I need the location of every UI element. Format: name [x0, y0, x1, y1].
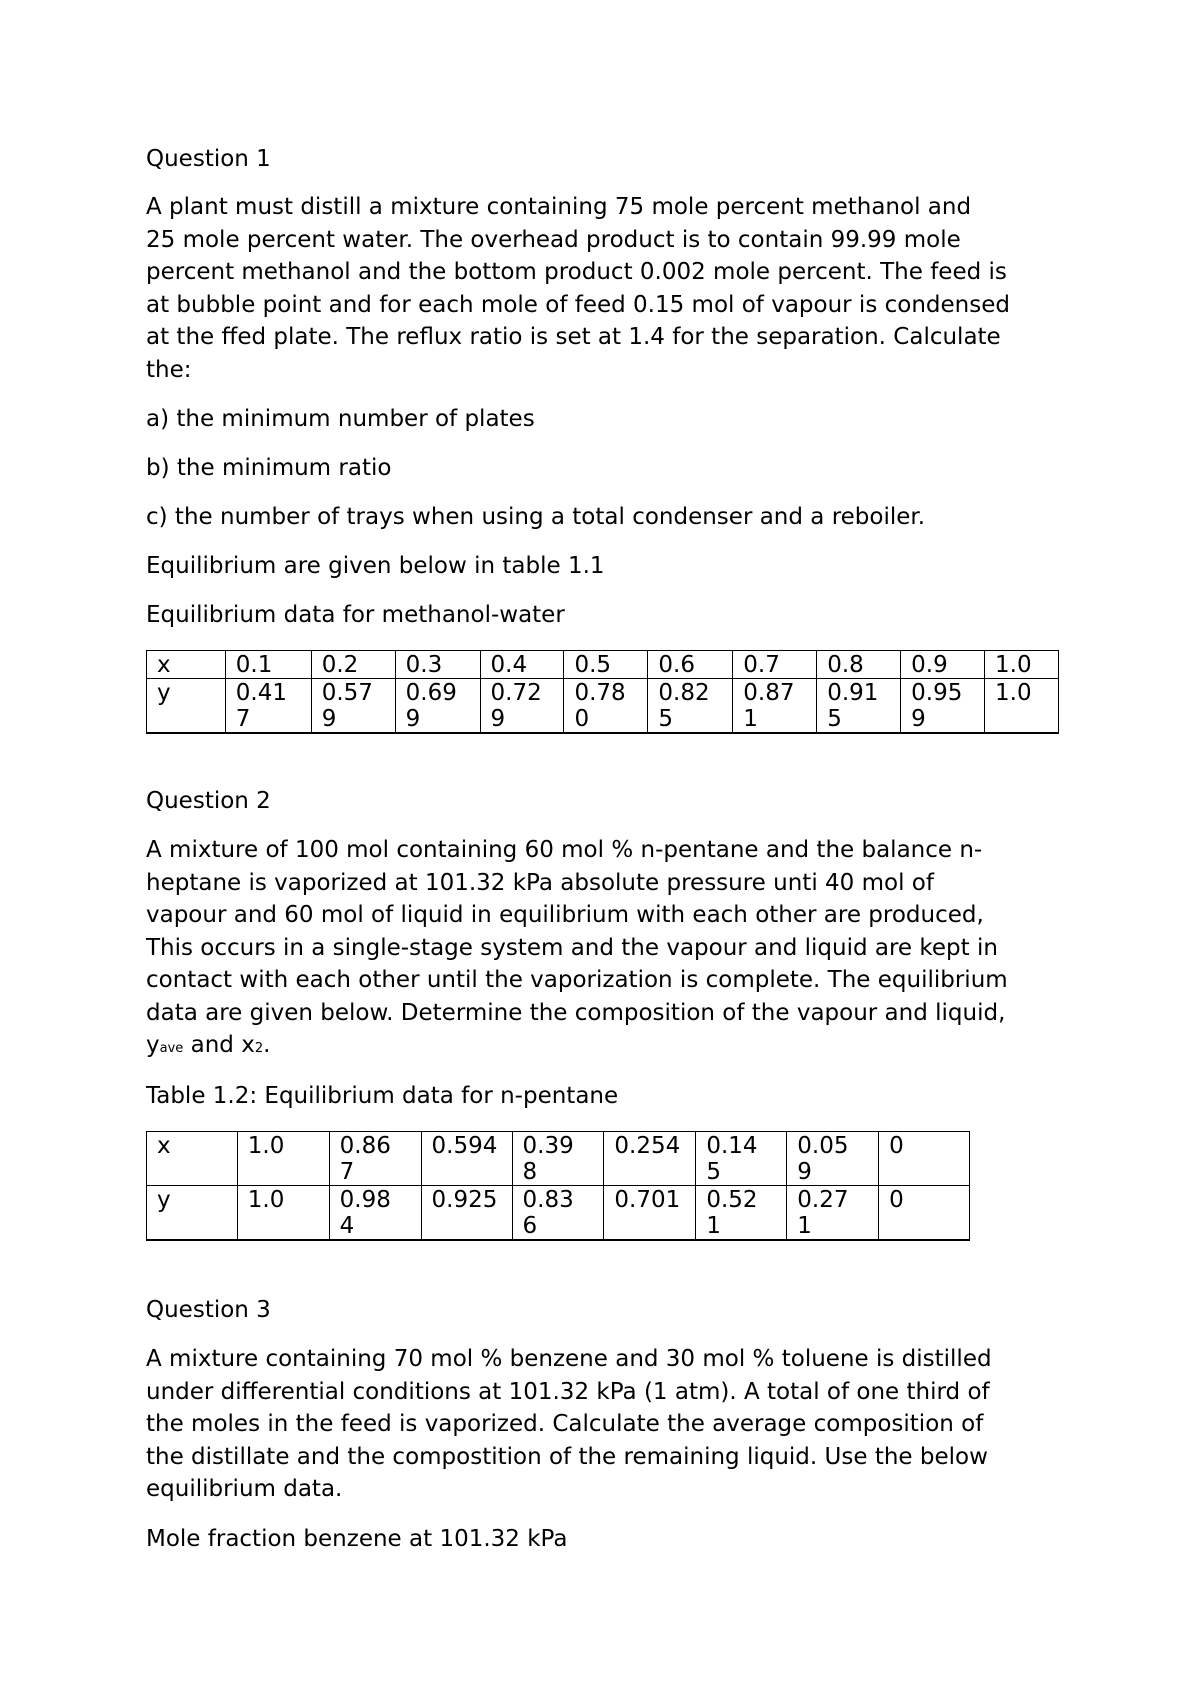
table-cell: 0.14 5: [696, 1132, 787, 1186]
q2-body-line: contact with each other until the vaporization is complete. The equilibrium: [146, 967, 1008, 993]
q2-body-line: data are given below. Determine the composition of the vapour and liquid,: [146, 999, 1006, 1026]
table-cell: 0.925: [421, 1186, 512, 1241]
table-cell: 0.72 9: [480, 679, 564, 734]
table-row-y: [147, 679, 1059, 734]
table-cell: 0.82 5: [648, 679, 733, 734]
table-cell: 0.87 1: [733, 679, 817, 734]
q2-body-line: A mixture of 100 mol containing 60 mol % n-pentane and the balance n-: [146, 837, 983, 863]
q2-body-last-line: yave and x2.: [146, 1032, 271, 1058]
table-cell: 0.6: [648, 651, 733, 679]
question-2-body: [146, 834, 1076, 1066]
q1-part-b: b) the minimum ratio: [146, 455, 392, 481]
table-cell: 0.4: [480, 651, 564, 679]
q3-body-line: equilibrium data.: [146, 1476, 343, 1502]
table-cell: 0.2: [311, 651, 395, 679]
q2-body-line: heptane is vaporized at 101.32 kPa absolute pressure unti 40 mol of: [146, 869, 934, 896]
table-cell: 0.5: [564, 651, 648, 679]
table-cell: 0.7: [733, 651, 817, 679]
question-1-heading: Question 1: [146, 146, 271, 172]
q3-body-line: under differential conditions at 101.32 kPa (1 atm). A total of one third of: [146, 1378, 990, 1405]
table-cell: 0: [879, 1132, 970, 1186]
table-cell: 0.52 1: [696, 1186, 787, 1241]
q1-part-c: c) the number of trays when using a total condenser and a reboiler.: [146, 504, 926, 530]
table-row-y: [147, 1186, 970, 1241]
n-pentane-table: [146, 1131, 970, 1241]
table-cell: 0.27 1: [787, 1186, 879, 1241]
table-cell: 0.9: [901, 651, 985, 679]
table-cell: 0.39 8: [512, 1132, 604, 1186]
table-cell: 0.8: [817, 651, 901, 679]
table-cell: 0.83 6: [512, 1186, 604, 1241]
q1-body-line: 25 mole percent water. The overhead product is to contain 99.99 mole: [146, 226, 961, 253]
q1-body-line: the:: [146, 356, 192, 383]
question-1-body: [146, 191, 1076, 386]
table-cell: 1.0: [985, 651, 1059, 679]
table-cell: 0.69 9: [395, 679, 480, 734]
q1-table-caption: Equilibrium data for methanol-water: [146, 602, 565, 628]
question-3-body: [146, 1343, 1076, 1506]
table-cell: 0.254: [604, 1132, 696, 1186]
table-cell: 0.1: [225, 651, 311, 679]
q1-body-line: percent methanol and the bottom product 0.002 mole percent. The feed is: [146, 259, 1007, 285]
q2-body-line: vapour and 60 mol of liquid in equilibrium with each other are produced,: [146, 902, 984, 928]
table-cell: x: [147, 651, 226, 679]
q2-body-line: This occurs in a single-stage system and the vapour and liquid are kept in: [146, 934, 998, 961]
q1-equilibrium-note: Equilibrium are given below in table 1.1: [146, 553, 605, 579]
table-cell: 0.05 9: [787, 1132, 879, 1186]
table-cell: 0.78 0: [564, 679, 648, 734]
q1-body-line: at the ffed plate. The reflux ratio is set at 1.4 for the separation. Calculate: [146, 324, 1001, 350]
table-cell: 1.0: [237, 1132, 329, 1186]
q3-body-line: A mixture containing 70 mol % benzene and 30 mol % toluene is distilled: [146, 1346, 992, 1372]
table-cell: 0.41 7: [225, 679, 311, 734]
table-cell: 0.57 9: [311, 679, 395, 734]
table-cell: y: [147, 679, 226, 734]
table-cell: 0: [879, 1186, 970, 1241]
q1-part-a: a) the minimum number of plates: [146, 406, 535, 432]
q3-body-line: the moles in the feed is vaporized. Calculate the average composition of: [146, 1411, 984, 1437]
q1-body-line: at bubble point and for each mole of feed 0.15 mol of vapour is condensed: [146, 291, 1010, 318]
table-cell: 0.86 7: [329, 1132, 421, 1186]
table-cell: 0.701: [604, 1186, 696, 1241]
q3-body-line: the distillate and the compostition of the remaining liquid. Use the below: [146, 1443, 988, 1470]
q1-body-line: A plant must distill a mixture containing 75 mole percent methanol and: [146, 194, 972, 220]
table-cell: 0.594: [421, 1132, 512, 1186]
table-cell: 1.0: [985, 679, 1059, 734]
table-cell: x: [147, 1132, 238, 1186]
table-cell: 0.91 5: [817, 679, 901, 734]
methanol-water-table: [146, 650, 1059, 734]
table-row-x: [147, 1132, 970, 1186]
table-cell: 1.0: [237, 1186, 329, 1241]
table-row-x: [147, 651, 1059, 679]
table-cell: 0.3: [395, 651, 480, 679]
q2-table-caption: Table 1.2: Equilibrium data for n-pentane: [146, 1083, 619, 1109]
table-cell: 0.95 9: [901, 679, 985, 734]
table-cell: y: [147, 1186, 238, 1241]
question-3-heading: Question 3: [146, 1297, 271, 1323]
q3-caption: Mole fraction benzene at 101.32 kPa: [146, 1526, 568, 1552]
table-cell: 0.98 4: [329, 1186, 421, 1241]
question-2-heading: Question 2: [146, 788, 271, 814]
